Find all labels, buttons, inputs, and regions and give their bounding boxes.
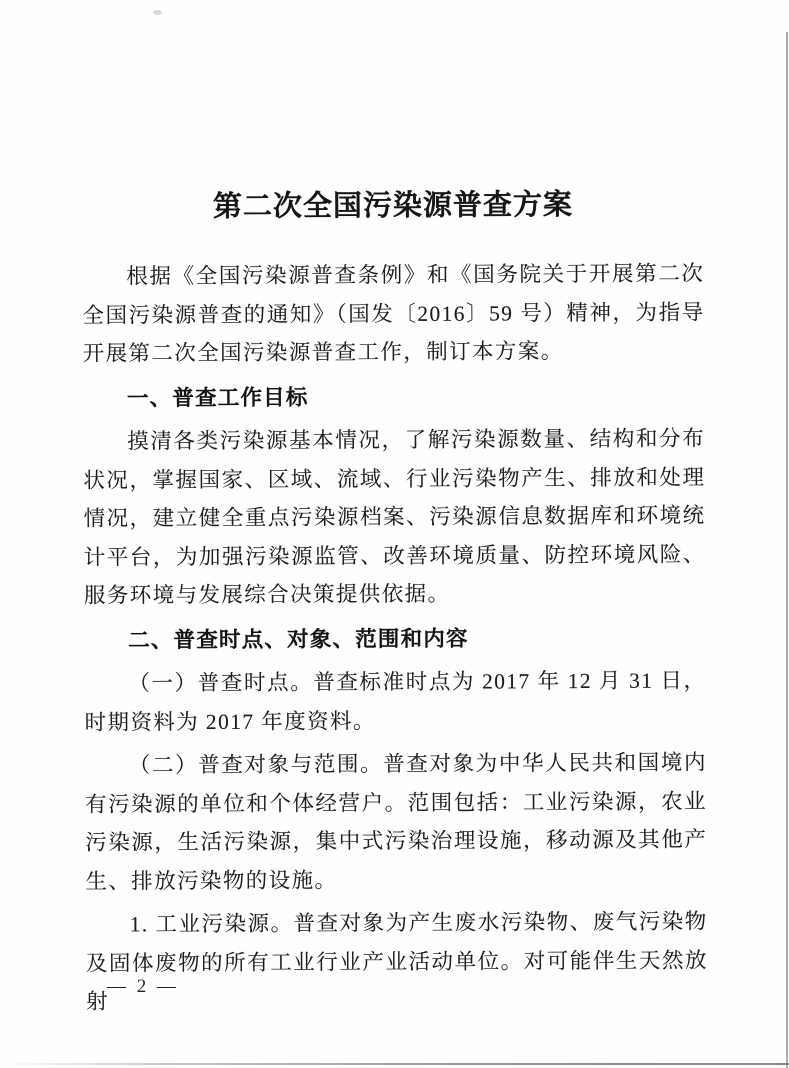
- scan-speck-artifact: [153, 10, 162, 15]
- scan-edge-bottom: [0, 1063, 789, 1065]
- census-objects-scope-paragraph: （二）普查对象与范围。普查对象为中华人民共和国境内有污染源的单位和个体经营户。范围包括：工业污染源，农业污染源，生活污染源，集中式污染治理设施，移动源及其他产生、排放污染物的设施。: [84, 750, 708, 894]
- census-goals-paragraph: 摸清各类污染源基本情况，了解污染源数量、结构和分布状况，掌握国家、区域、流域、行业污染物产生、排放和处理情况，建立健全重点污染源档案、污染源信息数据库和环境统计平台，为加强污染源监管、改善环境质量、防控环境风险、服务环境与发展综合决策提供依据。: [83, 426, 706, 608]
- document-title: 第二次全国污染源普查方案: [212, 189, 574, 223]
- intro-paragraph: 根据《全国污染源普查条例》和《国务院关于开展第二次全国污染源普查的通知》（国发〔2016〕59 号）精神，为指导开展第二次全国污染源普查工作，制订本方案。: [82, 261, 705, 366]
- document-content: [82, 183, 708, 1021]
- section-heading-census-goals: 一、普查工作目标: [126, 384, 309, 410]
- page-number: — 2 —: [107, 976, 179, 997]
- scan-edge-right: [786, 32, 788, 1068]
- census-time-paragraph: （一）普查时点。普查标准时点为 2017 年 12 月 31 日，时期资料为 2017 年度资料。: [84, 668, 707, 735]
- industrial-sources-paragraph: 1. 工业污染源。普查对象为产生废水污染物、废气污染物及固体废物的所有工业行业产业活动单位。对可能伴生天然放射: [85, 909, 708, 1014]
- section-heading-census-scope: 二、普查时点、对象、范围和内容: [128, 626, 469, 652]
